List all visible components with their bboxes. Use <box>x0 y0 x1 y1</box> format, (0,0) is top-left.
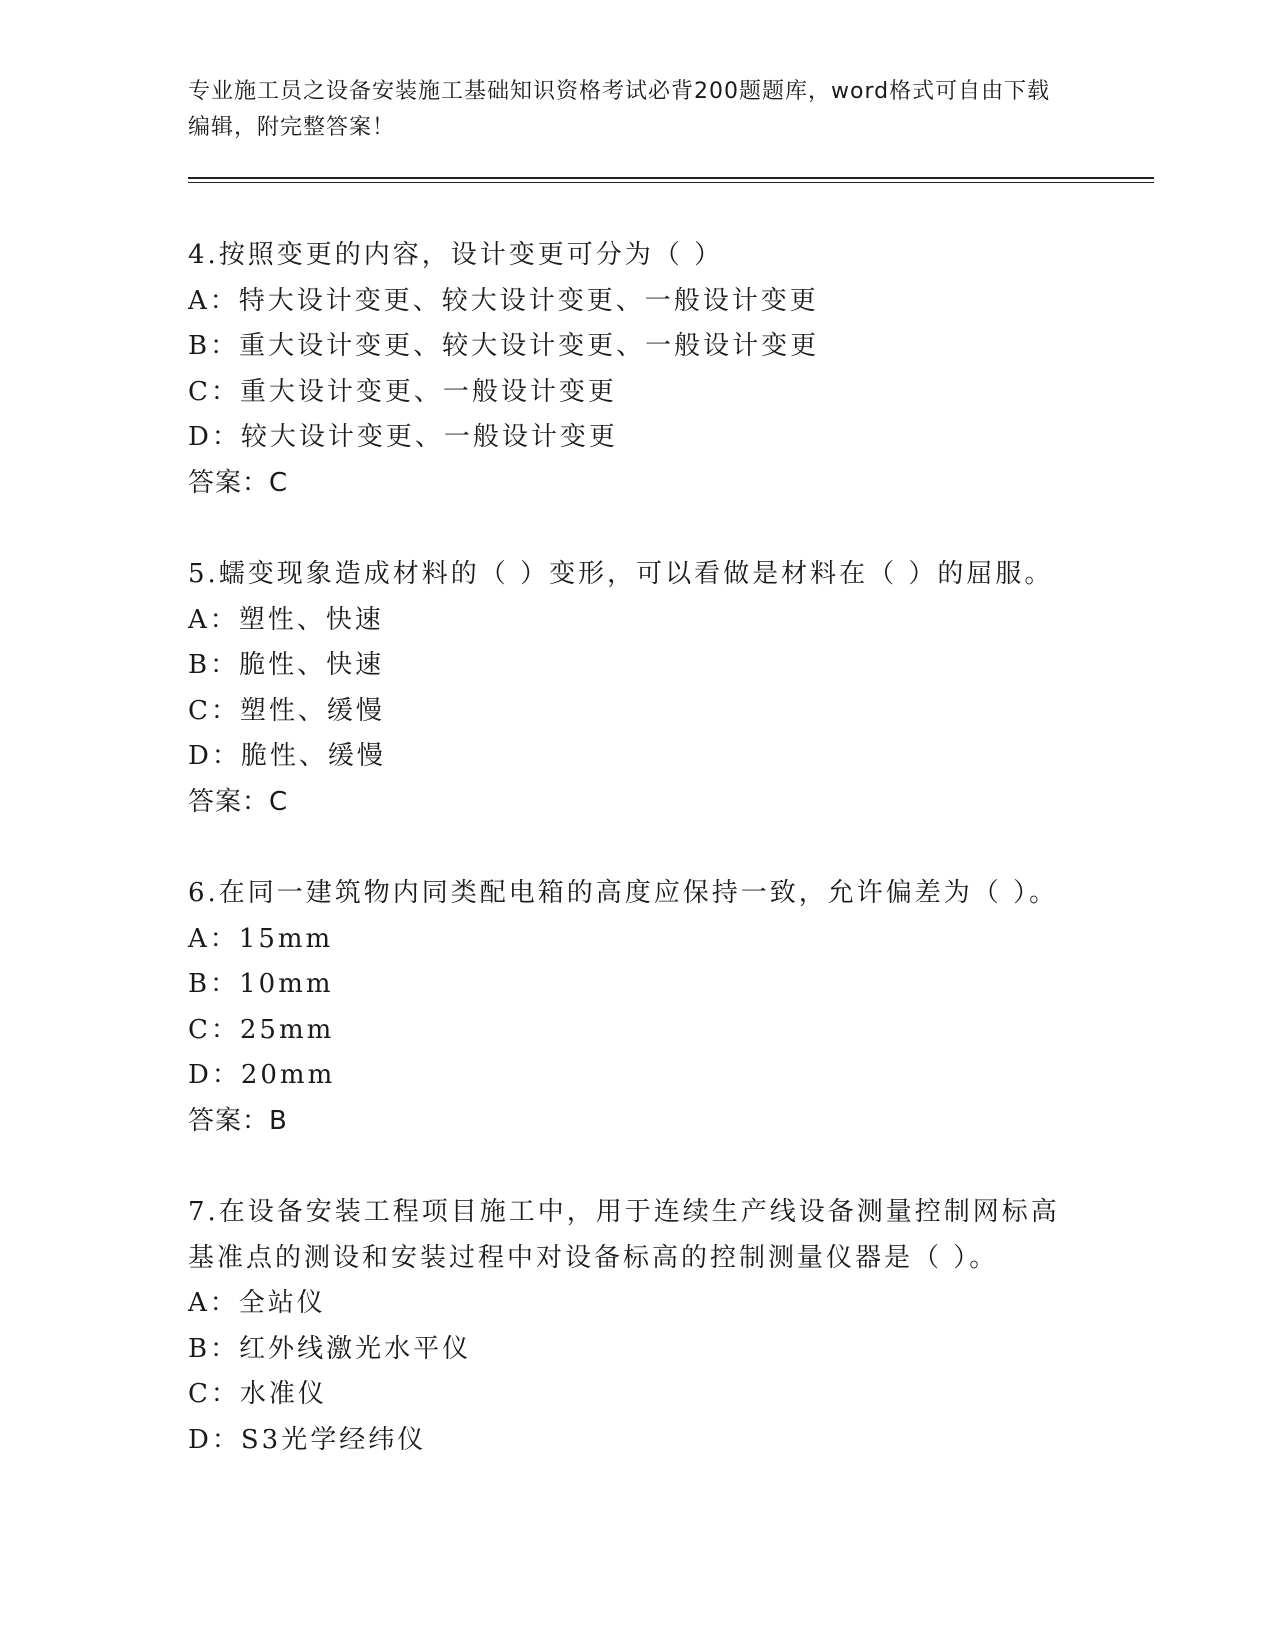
option-a: A：15mm <box>188 923 334 954</box>
document-header: 专业施工员之设备安装施工基础知识资格考试必背200题题库，word格式可自由下载编辑，附完整答案！ <box>188 79 1051 140</box>
question-7 <box>188 1190 1088 1463</box>
header-divider-thin <box>188 182 1154 183</box>
option-b: B：红外线激光水平仪 <box>188 1333 472 1364</box>
question-stem-line-1: 7.在设备安装工程项目施工中，用于连续生产线设备测量控制网标高 <box>188 1197 1060 1227</box>
answer: 答案：C <box>188 467 289 498</box>
option-d: D：较大设计变更、一般设计变更 <box>188 422 618 452</box>
question-stem: 5.蠕变现象造成材料的（ ）变形，可以看做是材料在（ ）的屈服。 <box>188 559 1054 589</box>
question-stem: 4.按照变更的内容，设计变更可分为（ ） <box>188 240 724 270</box>
option-d: D：脆性、缓慢 <box>188 741 386 771</box>
option-a: A：全站仪 <box>188 1288 326 1318</box>
option-c: C：25mm <box>188 1014 335 1045</box>
question-stem-line-2: 基准点的测设和安装过程中对设备标高的控制测量仪器是（ ）。 <box>188 1242 999 1273</box>
option-b: B：脆性、快速 <box>188 650 385 680</box>
question-stem: 6.在同一建筑物内同类配电箱的高度应保持一致，允许偏差为（ ）。 <box>188 878 1059 908</box>
option-b: B：重大设计变更、较大设计变更、一般设计变更 <box>188 331 820 361</box>
question-5 <box>188 552 1088 825</box>
option-b: B：10mm <box>188 969 334 999</box>
option-c: C：塑性、缓慢 <box>188 695 385 726</box>
option-d: D：S3光学经纬仪 <box>188 1424 427 1455</box>
question-4 <box>188 233 1088 506</box>
answer: 答案：C <box>188 786 289 817</box>
option-a: A：特大设计变更、较大设计变更、一般设计变更 <box>188 285 819 316</box>
option-d: D：20mm <box>188 1060 336 1090</box>
header-divider-thick <box>188 177 1154 179</box>
answer: 答案：B <box>188 1105 288 1136</box>
option-c: C：重大设计变更、一般设计变更 <box>188 376 617 407</box>
question-6 <box>188 871 1088 1144</box>
option-a: A：塑性、快速 <box>188 604 384 635</box>
option-c: C：水准仪 <box>188 1379 327 1409</box>
